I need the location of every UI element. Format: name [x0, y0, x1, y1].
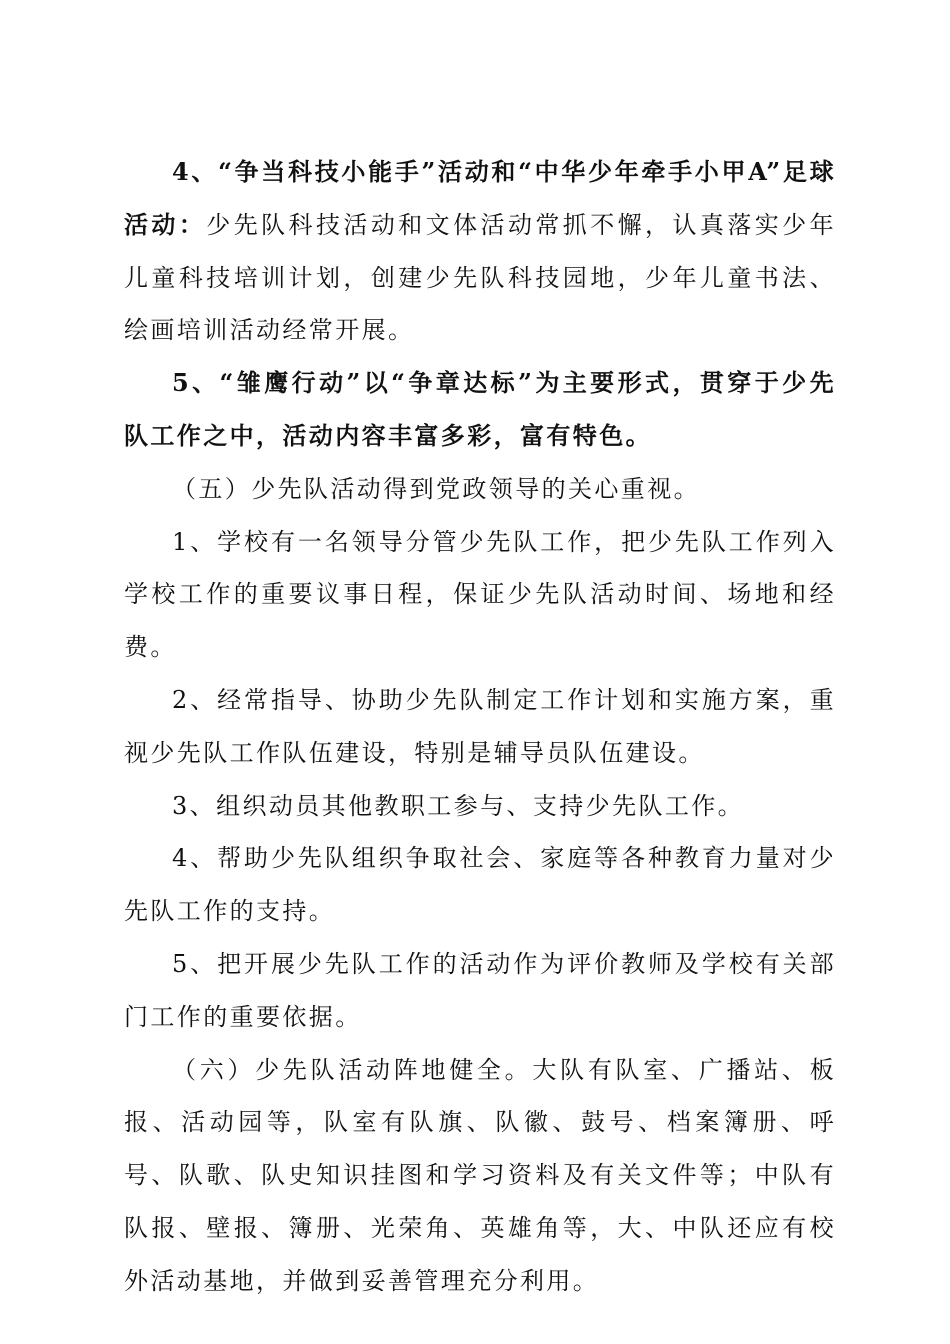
paragraph-body: （六）少先队活动阵地健全。大队有队室、广播站、板报、活动园等，队室有队旗、队徽、鼓号、档案簿册、呼号、队歌、队史知识挂图和学习资料及有关文件等；中队有队报、壁报、簿册、光荣角、英雄角等，大、中队还应有校外活动基地，并做到妥善管理充分利用。 [124, 1055, 836, 1295]
paragraph-body: 2、经常指导、协助少先队制定工作计划和实施方案，重视少先队工作队伍建设，特别是辅导员队伍建设。 [124, 685, 836, 767]
list-item-2 [124, 674, 836, 780]
list-item-5 [124, 938, 836, 1044]
paragraph-body: 4、帮助少先队组织争取社会、家庭等各种教育力量对少先队工作的支持。 [124, 844, 836, 926]
list-item-1 [124, 516, 836, 674]
paragraph-body: （五）少先队活动得到党政领导的关心重视。 [172, 474, 700, 503]
paragraph-body: 少先队科技活动和文体活动常抓不懈，认真落实少年儿童科技培训计划，创建少先队科技园地，少年儿童书法、绘画培训活动经常开展。 [124, 210, 837, 345]
section-heading-five [124, 463, 836, 516]
section-heading-six [124, 1044, 836, 1308]
list-item-3 [124, 780, 836, 833]
paragraph-football-activity [124, 146, 836, 357]
paragraph-lead-bold: 5、“雏鹰行动”以“争章达标”为主要形式，贯穿于少先队工作之中，活动内容丰富多彩，富有特色。 [124, 368, 836, 450]
paragraph-body: 3、组织动员其他教职工参与、支持少先队工作。 [172, 791, 745, 820]
document-page [124, 146, 836, 1308]
paragraph-eagle-action [124, 357, 836, 463]
paragraph-body: 1、学校有一名领导分管少先队工作，把少先队工作列入学校工作的重要议事日程，保证少先队活动时间、场地和经费。 [124, 527, 836, 662]
paragraph-lead-bold: 4、“争当科技小能手”活动和“中华少年牵手小甲A”足球活动： [124, 157, 836, 239]
paragraph-body: 5、把开展少先队工作的活动作为评价教师及学校有关部门工作的重要依据。 [124, 949, 836, 1031]
list-item-4 [124, 832, 836, 938]
